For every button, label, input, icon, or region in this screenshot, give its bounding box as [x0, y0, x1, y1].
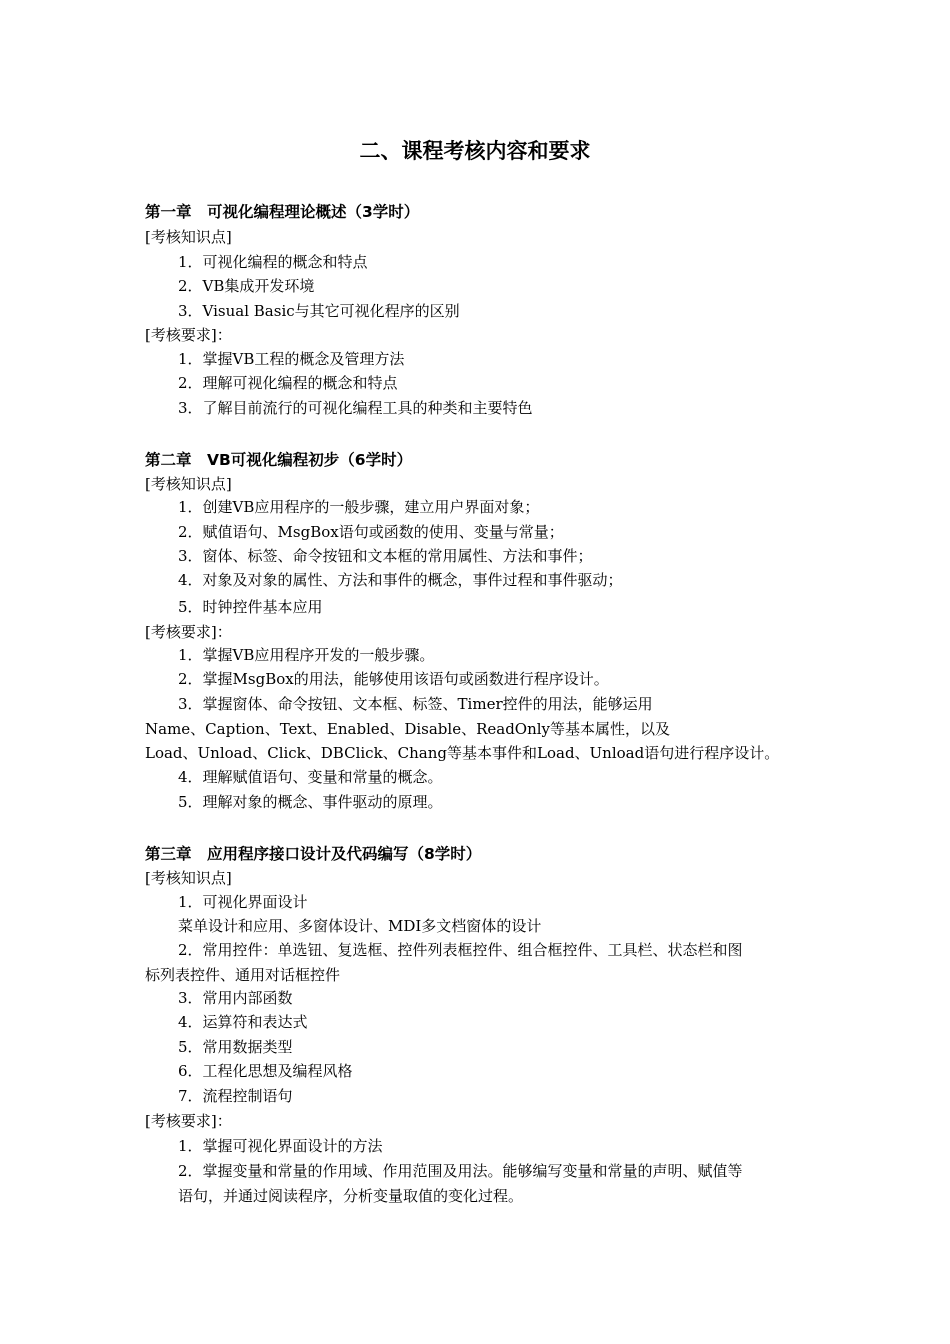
chapter-2-point-3: 3．窗体、标签、命令按钮和文本框的常用属性、方法和事件；: [178, 547, 593, 565]
chapter-2-req-label: [考核要求]：: [145, 623, 232, 641]
chapter-2-heading: 第二章 VB可视化编程初步（6学时）: [145, 451, 413, 469]
chapter-1-point-3: 3．Visual Basic与其它可视化程序的区别: [178, 302, 460, 320]
chapter-1-points-label: [考核知识点]: [145, 228, 232, 246]
page-title: 二、课程考核内容和要求: [359, 139, 591, 163]
chapter-3-req-2: 2．掌握变量和常量的作用域、作用范围及用法。能够编写变量和常量的声明、赋值等: [178, 1162, 743, 1180]
chapter-3-point-4: 4．运算符和表达式: [178, 1013, 308, 1031]
chapter-2-point-1: 1．创建VB应用程序的一般步骤，建立用户界面对象；: [178, 498, 540, 516]
chapter-1-point-1: 1．可视化编程的概念和特点: [178, 253, 368, 271]
chapter-3-req-label: [考核要求]：: [145, 1112, 232, 1130]
chapter-2-req-3-cont-1: Name、Caption、Text、Enabled、Disable、ReadOnly等基本属性，以及: [145, 720, 671, 738]
chapter-2-req-1: 1．掌握VB应用程序开发的一般步骤。: [178, 646, 435, 664]
chapter-3-heading: 第三章 应用程序接口设计及代码编写（8学时）: [145, 845, 482, 863]
chapter-3-point-7: 7．流程控制语句: [178, 1087, 293, 1105]
chapter-2-points-label: [考核知识点]: [145, 475, 232, 493]
chapter-1-req-2: 2．理解可视化编程的概念和特点: [178, 374, 398, 392]
chapter-3-req-1: 1．掌握可视化界面设计的方法: [178, 1137, 383, 1155]
chapter-3-point-1: 1．可视化界面设计: [178, 893, 308, 911]
chapter-3-point-2-cont: 标列表控件、通用对话框控件: [145, 966, 341, 984]
chapter-2-req-3: 3．掌握窗体、命令按钮、文本框、标签、Timer控件的用法，能够运用: [178, 695, 653, 713]
chapter-3-points-label: [考核知识点]: [145, 869, 232, 887]
chapter-3-point-6: 6．工程化思想及编程风格: [178, 1062, 353, 1080]
chapter-2-req-5: 5．理解对象的概念、事件驱动的原理。: [178, 793, 443, 811]
chapter-2-point-2: 2．赋值语句、MsgBox语句或函数的使用、变量与常量；: [178, 523, 564, 541]
chapter-2-point-5: 5．时钟控件基本应用: [178, 598, 323, 616]
chapter-3-point-5: 5．常用数据类型: [178, 1038, 293, 1056]
chapter-2-req-2: 2．掌握MsgBox的用法，能够使用该语句或函数进行程序设计。: [178, 670, 609, 688]
chapter-1-req-3: 3．了解目前流行的可视化编程工具的种类和主要特色: [178, 399, 533, 417]
chapter-1-heading: 第一章 可视化编程理论概述（3学时）: [145, 203, 420, 221]
chapter-1-req-1: 1．掌握VB工程的概念及管理方法: [178, 350, 405, 368]
chapter-3-point-1-detail: 菜单设计和应用、多窗体设计、MDI多文档窗体的设计: [178, 917, 542, 935]
chapter-3-point-2: 2．常用控件：单选钮、复选框、控件列表框控件、组合框控件、工具栏、状态栏和图: [178, 941, 743, 959]
chapter-2-req-3-cont-2: Load、Unload、Click、DBClick、Chang等基本事件和Load、Unload语句进行程序设计。: [145, 744, 780, 762]
chapter-2-point-4: 4．对象及对象的属性、方法和事件的概念，事件过程和事件驱动；: [178, 571, 623, 589]
chapter-3-point-3: 3．常用内部函数: [178, 989, 293, 1007]
chapter-1-req-label: [考核要求]：: [145, 326, 232, 344]
chapter-3-req-2-cont: 语句，并通过阅读程序，分析变量取值的变化过程。: [178, 1187, 524, 1205]
chapter-2-req-4: 4．理解赋值语句、变量和常量的概念。: [178, 768, 443, 786]
chapter-1-point-2: 2．VB集成开发环境: [178, 277, 315, 295]
